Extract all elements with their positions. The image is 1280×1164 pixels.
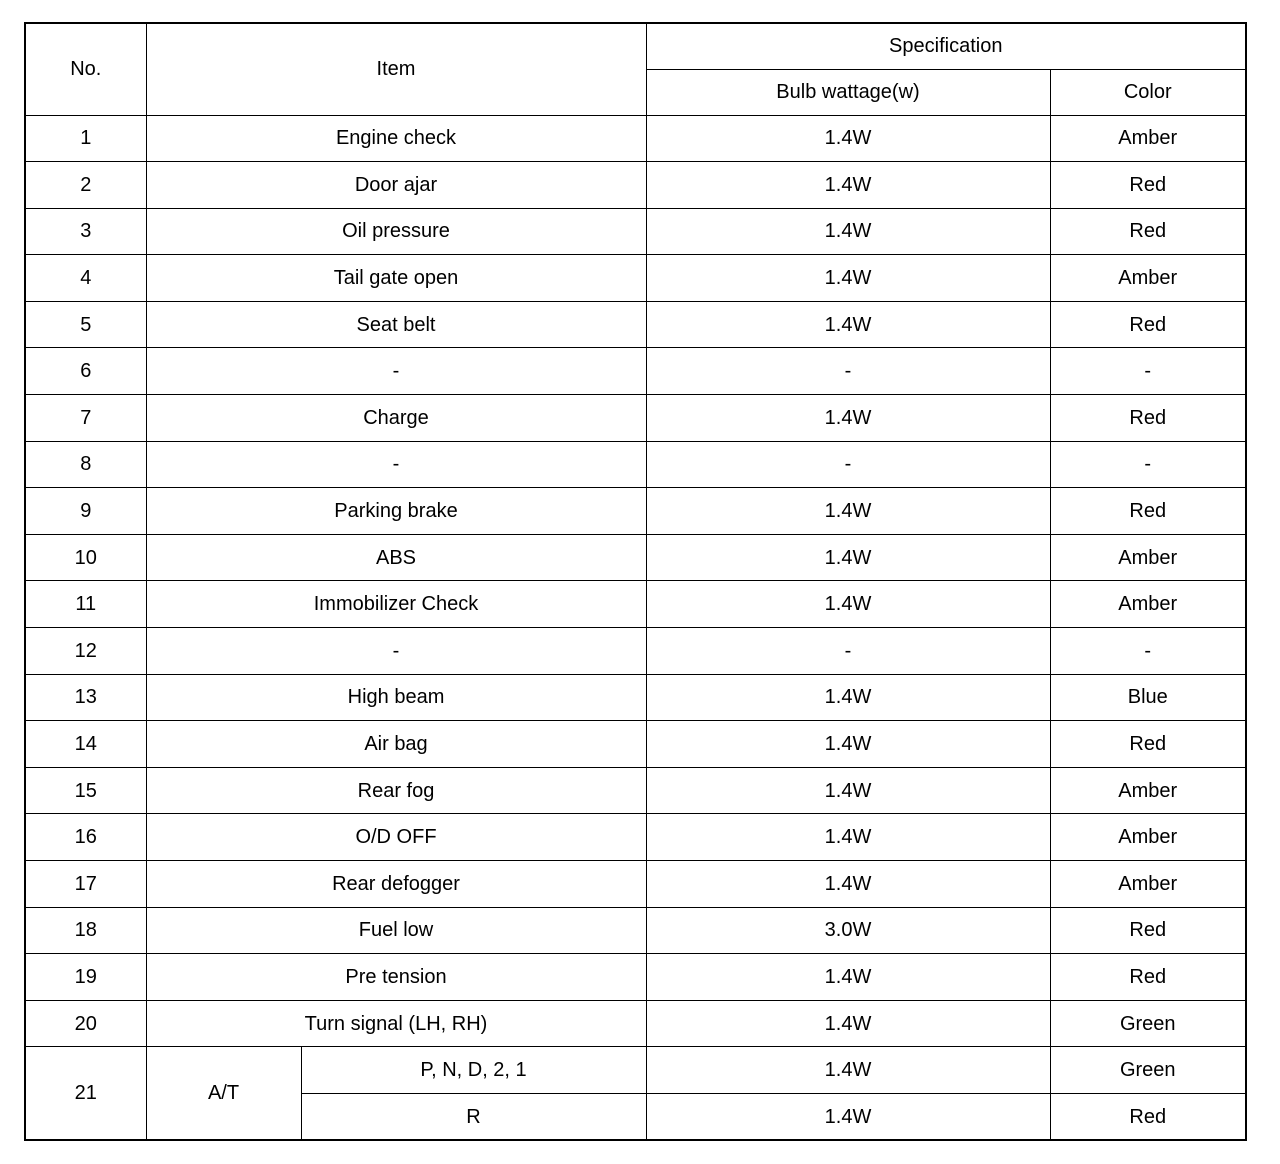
row-no: 19 (25, 954, 146, 1001)
row-no: 11 (25, 581, 146, 628)
table-row (25, 115, 1246, 162)
header-color: Color (1050, 69, 1246, 115)
row-item: Oil pressure (146, 208, 646, 255)
row-wattage: - (646, 441, 1050, 488)
row-no: 1 (25, 115, 146, 162)
row-no: 18 (25, 907, 146, 954)
row-color: Blue (1050, 674, 1246, 721)
row-item: O/D OFF (146, 814, 646, 861)
table-row (25, 628, 1246, 675)
row-color: Amber (1050, 861, 1246, 908)
row-color: - (1050, 628, 1246, 675)
row-no: 16 (25, 814, 146, 861)
row-item: High beam (146, 674, 646, 721)
row-color: Red (1050, 721, 1246, 768)
table-row-at-1 (25, 1047, 1246, 1094)
table-row (25, 348, 1246, 395)
row-item: Parking brake (146, 488, 646, 535)
row-item: Door ajar (146, 162, 646, 209)
row-wattage: 1.4W (646, 674, 1050, 721)
row-wattage: 1.4W (646, 162, 1050, 209)
row-wattage: 1.4W (646, 534, 1050, 581)
table-row (25, 674, 1246, 721)
row-item: - (146, 628, 646, 675)
row-wattage: 1.4W (646, 861, 1050, 908)
row-color: Amber (1050, 534, 1246, 581)
row-item: - (146, 348, 646, 395)
header-bulb-wattage: Bulb wattage(w) (646, 69, 1050, 115)
table-row (25, 534, 1246, 581)
row-color: Green (1050, 1000, 1246, 1047)
row-wattage: 1.4W (646, 814, 1050, 861)
table-row (25, 581, 1246, 628)
row-color: Red (1050, 162, 1246, 209)
row-no: 12 (25, 628, 146, 675)
table-row (25, 255, 1246, 302)
row-color: - (1050, 441, 1246, 488)
table-row (25, 767, 1246, 814)
row-no: 21 (25, 1047, 146, 1140)
row-wattage: 1.4W (646, 767, 1050, 814)
row-wattage: 3.0W (646, 907, 1050, 954)
row-sub-item: R (301, 1093, 646, 1140)
row-wattage: 1.4W (646, 301, 1050, 348)
row-color: Green (1050, 1047, 1246, 1094)
table-row (25, 721, 1246, 768)
table-row (25, 395, 1246, 442)
row-item: Immobilizer Check (146, 581, 646, 628)
table-row (25, 1000, 1246, 1047)
row-no: 7 (25, 395, 146, 442)
row-wattage: - (646, 348, 1050, 395)
row-color: Amber (1050, 115, 1246, 162)
row-wattage: 1.4W (646, 208, 1050, 255)
row-color: Amber (1050, 255, 1246, 302)
row-wattage: 1.4W (646, 255, 1050, 302)
row-no: 5 (25, 301, 146, 348)
header-item: Item (146, 23, 646, 115)
row-wattage: 1.4W (646, 581, 1050, 628)
row-item: - (146, 441, 646, 488)
row-color: Red (1050, 395, 1246, 442)
row-no: 10 (25, 534, 146, 581)
row-wattage: - (646, 628, 1050, 675)
table-row (25, 301, 1246, 348)
row-item: Seat belt (146, 301, 646, 348)
table-row (25, 162, 1246, 209)
table-row (25, 488, 1246, 535)
table-row (25, 441, 1246, 488)
row-color: Red (1050, 301, 1246, 348)
row-item: Fuel low (146, 907, 646, 954)
row-wattage: 1.4W (646, 1093, 1050, 1140)
row-color: Red (1050, 954, 1246, 1001)
row-item: Turn signal (LH, RH) (146, 1000, 646, 1047)
row-color: Red (1050, 208, 1246, 255)
table-row (25, 907, 1246, 954)
row-no: 17 (25, 861, 146, 908)
row-color: Red (1050, 1093, 1246, 1140)
row-no: 9 (25, 488, 146, 535)
row-item-group: A/T (146, 1047, 301, 1140)
row-wattage: 1.4W (646, 488, 1050, 535)
bulb-specification-table (24, 22, 1247, 1141)
row-item: Rear fog (146, 767, 646, 814)
row-no: 15 (25, 767, 146, 814)
row-wattage: 1.4W (646, 954, 1050, 1001)
row-wattage: 1.4W (646, 1047, 1050, 1094)
row-color: Amber (1050, 581, 1246, 628)
row-wattage: 1.4W (646, 721, 1050, 768)
row-no: 13 (25, 674, 146, 721)
header-no: No. (25, 23, 146, 115)
row-no: 4 (25, 255, 146, 302)
row-item: Tail gate open (146, 255, 646, 302)
row-item: Engine check (146, 115, 646, 162)
row-color: Red (1050, 488, 1246, 535)
row-item: ABS (146, 534, 646, 581)
row-no: 14 (25, 721, 146, 768)
row-sub-item: P, N, D, 2, 1 (301, 1047, 646, 1094)
row-item: Air bag (146, 721, 646, 768)
table-row (25, 861, 1246, 908)
row-item: Pre tension (146, 954, 646, 1001)
row-no: 3 (25, 208, 146, 255)
row-wattage: 1.4W (646, 395, 1050, 442)
row-color: Amber (1050, 767, 1246, 814)
row-no: 2 (25, 162, 146, 209)
row-no: 6 (25, 348, 146, 395)
table-row (25, 208, 1246, 255)
row-wattage: 1.4W (646, 1000, 1050, 1047)
row-item: Rear defogger (146, 861, 646, 908)
header-specification: Specification (646, 23, 1246, 69)
row-item: Charge (146, 395, 646, 442)
row-no: 20 (25, 1000, 146, 1047)
row-wattage: 1.4W (646, 115, 1050, 162)
row-no: 8 (25, 441, 146, 488)
row-color: - (1050, 348, 1246, 395)
row-color: Amber (1050, 814, 1246, 861)
table-row (25, 954, 1246, 1001)
row-color: Red (1050, 907, 1246, 954)
table-body (25, 115, 1246, 1140)
table-row (25, 814, 1246, 861)
